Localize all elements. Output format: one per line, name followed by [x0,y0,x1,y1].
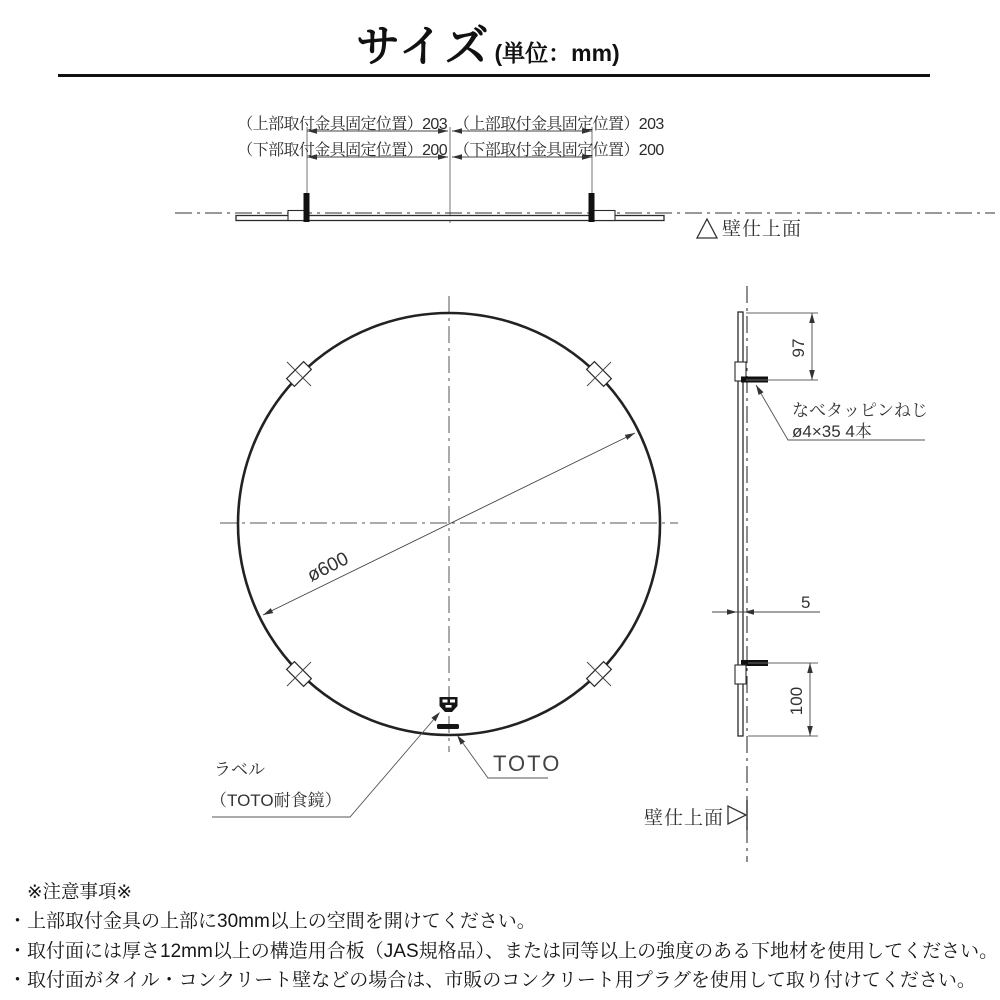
toto-logo-mark [437,724,459,729]
dim-lower-right-label: （下部取付金具固定位置）200 [454,142,664,159]
note-line-1: ・上部取付金具の上部に30mm以上の空間を開けてください。 [8,911,536,932]
product-label-icon [440,697,458,712]
diameter-label: ø600 [303,548,353,587]
top-view-right-bracket [589,193,595,222]
screw-note-line1: なべタッピンねじ [792,401,928,420]
dim-100-label: 100 [787,686,806,716]
notes-heading: ※注意事項※ [27,881,133,902]
wall-surface-label-top: 壁仕上面 [722,219,803,240]
dim-upper-left-label: （上部取付金具固定位置）203 [237,116,447,133]
dim-lower-left-label: （下部取付金具固定位置）200 [237,142,447,159]
dim-upper-right-label: （上部取付金具固定位置）203 [454,116,664,133]
label-note-line2: （TOTO耐食鏡） [210,791,342,810]
page-title-row [356,10,620,74]
note-line-2: ・取付面には厚さ12mm以上の構造用合板（JAS規格品）、または同等以上の強度のある下地材を使用してください。 [8,941,999,962]
note-line-3: ・取付面がタイル・コンクリート壁などの場合は、市販のコンクリート用プラグを使用して取り付けてください。 [8,970,976,991]
wall-surface-marker-side [728,806,746,824]
upper-screw [741,377,768,383]
label-note-line1: ラベル [214,760,265,779]
wall-surface-marker-top [697,219,717,238]
front-view-drawing [212,296,678,817]
page-title: サイズ [356,22,491,71]
side-view-drawing [712,286,925,862]
title-divider [58,74,930,77]
dim-97-label: 97 [789,338,808,358]
top-view-left-bracket [304,193,310,222]
toto-logo-label: TOTO [493,751,562,776]
screw-note-line2: ø4×35 4本 [792,422,872,441]
dim-5-label: 5 [801,593,811,612]
wall-surface-label-side: 壁仕上面 [644,808,725,829]
unit-label: (単位：mm) [494,40,620,66]
